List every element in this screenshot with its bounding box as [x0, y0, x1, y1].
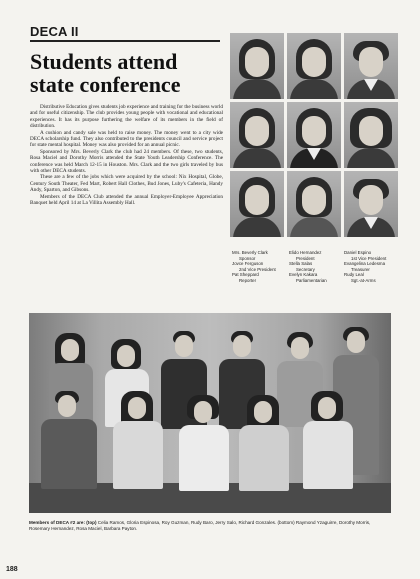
- page-number: 188: [6, 566, 18, 573]
- section-rule: [30, 40, 220, 42]
- officer-name: Evelyn Kakara: [289, 272, 318, 278]
- officer-title: Parliamentarian: [296, 277, 327, 283]
- section-label: DECA II: [30, 24, 79, 39]
- article-paragraph: Members of the DECA Club attended the annual Employer-Employee Appreciation Banquet held April 14 at La Villita Assembly Hall.: [30, 193, 223, 207]
- headline-line-1: Students attend: [30, 49, 178, 74]
- officer-title: 1st Vice President: [351, 255, 387, 261]
- portrait-photo: [287, 102, 341, 168]
- officer-title: Sponsor: [239, 255, 256, 261]
- article-paragraph: Distributive Education gives students job experience and training for the business world and for useful citizenship. The club provides young people with vocational and educational experiences. It has its purpose furthering the welfare of its members in the field of distribution.: [30, 104, 223, 130]
- officer-name: Evangelina Ledesma: [344, 261, 386, 267]
- officer-list-column-2: [289, 250, 327, 284]
- group-photo: [29, 313, 391, 513]
- officer-list-column-3: [344, 250, 386, 284]
- portrait-photo: [287, 33, 341, 99]
- portrait-photo: [344, 33, 398, 99]
- officer-name: Mrs. Beverly Clark: [232, 250, 268, 255]
- portrait-photo: [230, 171, 284, 237]
- officer-name: Elido Hernandez: [289, 250, 322, 255]
- portrait-photo: [230, 102, 284, 168]
- officer-name: Daniel Espino: [344, 250, 372, 255]
- officer-title: 2nd Vice President: [239, 266, 276, 272]
- officer-title: Reporter: [239, 277, 257, 283]
- officer-list-column-1: [232, 250, 276, 284]
- officer-name: Rudy Leal: [344, 272, 364, 278]
- article-paragraph: These are a few of the jobs which were acquired by the school: Nix Hospital, Globe, Century South Theater, Fed Mart, Robert Hall Clothes, Bud Jones, Luby's Cafeteria, Handy Andy, Sparton, and Gibsons.: [30, 174, 223, 194]
- photo-caption: [29, 520, 391, 532]
- officer-portraits: [230, 33, 398, 237]
- officer-title: Secretary: [296, 266, 315, 272]
- portrait-photo: [287, 171, 341, 237]
- headline-line-2: state conference: [30, 72, 181, 97]
- officer-title: Sgt.-at-Arms: [351, 277, 376, 283]
- officer-name: Stella Salas: [289, 261, 313, 267]
- portrait-photo: [344, 102, 398, 168]
- article-paragraph: Sponsored by Mrs. Beverly Clark the club had 24 members. Of these, two students, Rosa Maciel and Dorothy Morris attended the State Youth Leadership Conference. The conference was held March 12-15 in Houston. Mrs. Clark and the two girls traveled by bus with other DECA students.: [30, 148, 223, 175]
- officer-title: President: [296, 255, 315, 261]
- article-paragraph: A cushion and candy sale was held to raise money. The money went to a city wide DECA scholarship fund. They also contributed to the presidents council and service project for state mental hospital. Money was also provided for an annual picnic.: [30, 129, 223, 149]
- officer-title: Treasurer: [351, 266, 370, 272]
- headline: [30, 50, 225, 96]
- officer-name: Pat Sheppard: [232, 272, 259, 278]
- caption-label: Members of DECA #2 are: (top): [29, 520, 97, 525]
- portrait-photo: [344, 171, 398, 237]
- portrait-photo: [230, 33, 284, 99]
- caption-text: Celia Ramos, Gloria Espinosa, Roy Guzman, Rudy Baro, Jerry Salo, Richard Gonzales. (bottom) Raymond Yzaguirre, Dorothy Morris, Rosemary Hernandez, Rosa Maciel, Barbara Payton.: [29, 520, 371, 531]
- officer-name: Jovce Ferguson: [232, 261, 264, 267]
- article-body: [30, 104, 223, 207]
